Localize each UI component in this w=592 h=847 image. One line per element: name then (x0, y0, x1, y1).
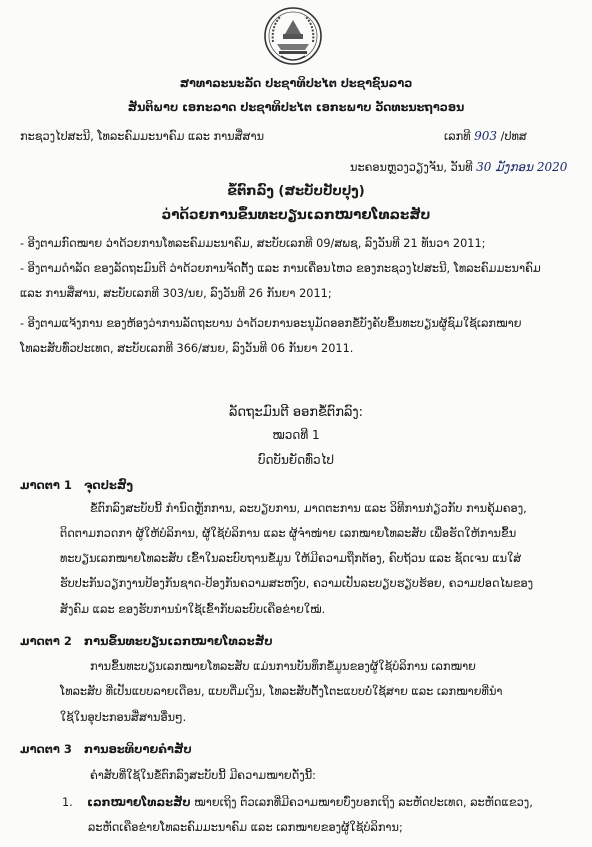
article-1-line: ຂໍ້ຕົກລົງສະບັບນີ້ ກຳນົດຫຼັກການ, ລະບຽບການ, ມາດຕະການ ແລະ ວິທີການກ່ຽວກັບ ການຄຸ້ມຄອງ, (90, 502, 527, 515)
issuer-statement: ລັດຖະມົນຕີ ອອກຂໍ້ຕົກລົງ: (228, 405, 364, 420)
chapter-number: ໝວດທີ 1 (272, 428, 320, 442)
article-1-line: ຕິດຕາມກວດກາ ຜູ້ໃຫ້ບໍລິການ, ຜູ້ໃຊ້ບໍລິການ ແລະ ຜູ້ຈຳໜ່າຍ ເລກໝາຍໂທລະສັບ ເພື່ອຮັດໃຫ້ການຂຶ້ນ (60, 527, 517, 540)
place-date-prefix: ນະຄອນຫຼວງວຽງຈັນ, ວັນທີ (350, 161, 473, 174)
article-3-line: ຄຳສັບທີ່ໃຊ້ໃນຂໍ້ຕົກລົງສະບັບນີ້ ມີຄວາມໝາຍດັ່ງນີ້: (90, 769, 316, 782)
chapter-title: ບົດບັນຍັດທົ່ວໄປ (257, 453, 335, 467)
date-value: 30 ມັງກອນ 2020 (476, 160, 568, 174)
article-1-title: ຈຸດປະສົງ (84, 478, 133, 492)
place-date (350, 160, 567, 175)
national-motto: ສັນຕິພາບ ເອກະລາດ ປະຊາທິປະໄຕ ເອກະພາບ ວັດທະນະຖາວອນ (127, 101, 465, 114)
article-2-title: ການຂຶ້ນທະບຽນເລກໝາຍໂທລະສັບ (84, 634, 273, 648)
number-suffix: /ປທສ (500, 130, 527, 143)
reference-3-cont: ໂທລະສັບທົ່ວປະເທດ, ສະບັບເລກທີ 366/ສນຍ, ລົງວັນທີ 06 ກັນຍາ 2011. (20, 342, 354, 355)
article-2-label: ມາດຕາ 2 (20, 634, 72, 648)
definition-term: ເລກໝາຍໂທລະສັບ (87, 796, 191, 809)
definition-item (62, 790, 533, 815)
article-1-line: ທະບຽນເລກໝາຍໂທລະສັບ ເຂົ້າໃນລະບົບຖານຂໍ້ມູນ ໃຫ້ມີຄວາມຖືກຕ້ອງ, ຄົບຖ້ວນ ແລະ ຊັດເຈນ ແນໃສ່ (60, 552, 522, 565)
document-title-line2: ວ່າດ້ວຍການຂຶ້ນທະບຽນເລກໝາຍໂທລະສັບ (161, 207, 431, 223)
article-1-line: ຮັບປະກັນວຽກງານປ້ອງກັນຊາດ-ປ້ອງກັນຄວາມສະຫງົບ, ຄວາມເປັນລະບຽບຮຽບຮ້ອຍ, ຄວາມປອດໄພຂອງ (60, 577, 534, 590)
reference-3: - ອີງຕາມແຈ້ງການ ຂອງຫ້ອງວ່າການລັດຖະບານ ວ່າດ້ວຍການອະນຸມັດອອກຂໍ້ບັງຄັບຂຶ້ນທະບຽນຜູ້ຊົມໃຊ້ເລກໝາຍ (20, 317, 522, 330)
reference-1: - ອີງຕາມກົດໝາຍ ວ່າດ້ວຍການໂທລະຄົມມະນາຄົມ, ສະບັບເລກທີ 09/ສພຊ, ລົງວັນທີ 21 ທັນວາ 2011; (20, 237, 486, 250)
ministry-name: ກະຊວງໄປສະນີ, ໂທລະຄົມມະນາຄົມ ແລະ ການສື່ສານ (20, 130, 265, 143)
article-3-label: ມາດຕາ 3 (20, 742, 72, 756)
article-3-title: ການອະທິບາຍຄຳສັບ (84, 742, 192, 756)
definition-number: 1. (62, 796, 73, 809)
reference-2: - ອີງຕາມດຳລັດ ຂອງລັດຖະມົນຕີ ວ່າດ້ວຍການຈັດຕັ້ງ ແລະ ການເຄື່ອນໄຫວ ຂອງກະຊວງໄປສະນີ, ໂທລະຄົມມະນາຄົມ (20, 262, 541, 275)
article-2-line: ໃຊ້ໃນອຸປະກອນສື່ສານອື່ນໆ. (60, 711, 187, 724)
number-label: ເລກທີ (444, 130, 471, 143)
definition-text: ໝາຍເຖິງ ຕົວເລກທີ່ມີຄວາມໝາຍບົ່ງບອກເຖິງ ລະຫັດປະເທດ, ລະຫັດແຂວງ, (190, 796, 533, 809)
definition-continuation: ລະຫັດເຄືອຂ່າຍໂທລະຄົມມະນາຄົມ ແລະ ເລກໝາຍຂອງຜູ້ໃຊ້ບໍລິການ; (88, 821, 403, 834)
document-title-line1: ຂໍ້ຕົກລົງ (ສະບັບປັບປຸງ) (227, 184, 365, 199)
lao-national-emblem-icon (263, 4, 323, 68)
article-1-label: ມາດຕາ 1 (20, 478, 72, 492)
article-2-line: ການຂຶ້ນທະບຽນເລກໝາຍໂທລະສັບ ແມ່ນການບັນທຶກຂໍ້ມູນຂອງຜູ້ໃຊ້ບໍລິການ ເລກໝາຍ (90, 660, 476, 673)
republic-name: ສາທາລະນະລັດ ປະຊາທິປະໄຕ ປະຊາຊົນລາວ (179, 77, 413, 90)
document-number (444, 129, 527, 144)
article-1-line: ສັງຄົມ ແລະ ຂອງຮັບການນຳໃຊ້ເຂົ້າກັບລະບົບເຄືອຂ່າຍໃໝ່. (60, 603, 326, 616)
reference-2-cont: ແລະ ການສື່ສານ, ສະບັບເລກທີ 303/ນຍ, ລົງວັນທີ 26 ກັນຍາ 2011; (20, 287, 332, 300)
article-2-line: ໂທລະສັບ ທີ່ເປັນແບບລາຍເດືອນ, ແບບຕື່ມເງິນ, ໂທລະສັບຕັ້ງໂຕະແບບບໍ່ໃຊ້ສາຍ ແລະ ເລກໝາຍທີ່ນຳ (60, 685, 503, 698)
number-value: 903 (474, 129, 498, 143)
